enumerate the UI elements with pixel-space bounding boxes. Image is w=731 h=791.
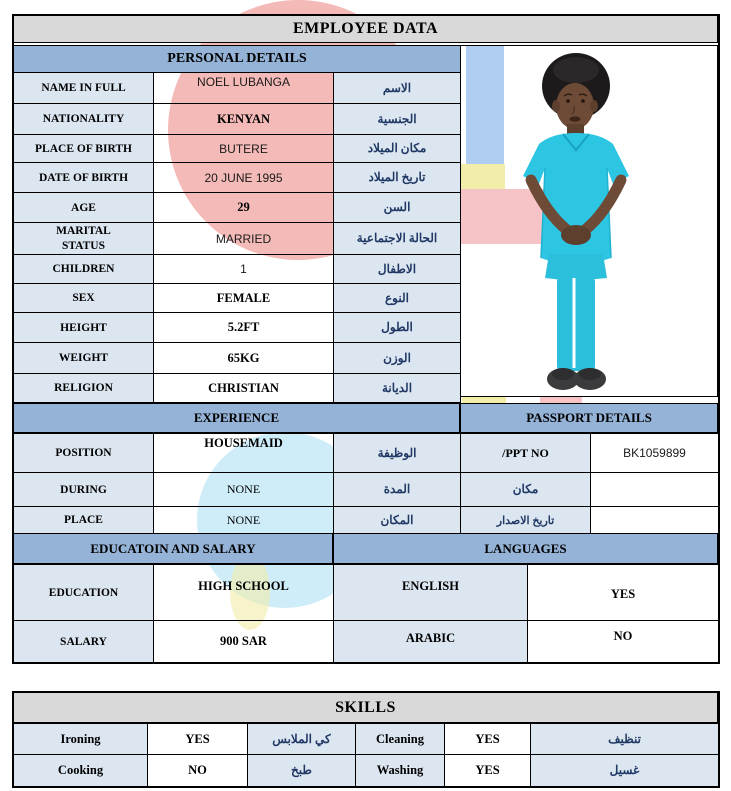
field-value-position: HOUSEMAID [154, 434, 334, 473]
field-value-place: NONE [154, 507, 334, 534]
field-label-during: DURING [14, 473, 154, 507]
field-value-salary: 900 SAR [154, 621, 334, 663]
field-label-children: CHILDREN [14, 255, 154, 284]
field-value-height: 5.2FT [154, 313, 334, 343]
field-value-religion: CHRISTIAN [154, 374, 334, 403]
field-label-arabic-lang: ARABIC [334, 621, 528, 663]
experience-header [13, 403, 460, 433]
experience-table [13, 433, 461, 534]
field-arabic-age: السن [334, 193, 461, 223]
field-arabic-marital-status: الحالة الاجتماعية [334, 223, 461, 255]
field-value-passport-place [591, 473, 719, 507]
field-label-ppt-no: /PPT NO [461, 434, 591, 473]
field-value-place-of-birth: BUTERE [154, 135, 334, 163]
languages-header [333, 533, 718, 564]
field-arabic-religion: الديانة [334, 374, 461, 403]
field-arabic-date-of-birth: تاريخ الميلاد [334, 163, 461, 193]
field-label-english: ENGLISH [334, 565, 528, 621]
field-label-name: NAME IN FULL [14, 73, 154, 104]
passport-details-header [460, 403, 718, 433]
skill-value-cooking: NO [148, 755, 248, 787]
skill-label-cooking: Cooking [14, 755, 148, 787]
skill-value-ironing: YES [148, 724, 248, 755]
field-label-issue-date: تاريخ الاصدار [461, 507, 591, 534]
field-arabic-children: الاطفال [334, 255, 461, 284]
field-arabic-name: الاسم [334, 73, 461, 104]
field-value-english: YES [528, 565, 719, 621]
field-value-name: NOEL LUBANGA [154, 73, 334, 104]
skills-header [13, 692, 718, 723]
field-arabic-height: الطول [334, 313, 461, 343]
document-title [13, 15, 718, 43]
personal-details-table [13, 45, 461, 403]
skill-label-ironing: Ironing [14, 724, 148, 755]
skill-label-cleaning: Cleaning [356, 724, 445, 755]
field-label-place: PLACE [14, 507, 154, 534]
skill-arabic-cleaning: تنظيف [531, 724, 719, 755]
field-label-passport-place: مكان [461, 473, 591, 507]
field-arabic-weight: الوزن [334, 343, 461, 374]
employee-photo [460, 45, 718, 397]
experience-header-text: EXPERIENCE [193, 410, 280, 425]
field-label-salary: SALARY [14, 621, 154, 663]
field-value-marital-status: MARRIED [154, 223, 334, 255]
field-value-ppt-no: BK1059899 [591, 434, 719, 473]
field-label-education: EDUCATION [14, 565, 154, 621]
field-label-place-of-birth: PLACE OF BIRTH [14, 135, 154, 163]
languages-header-text: LANGUAGES [484, 540, 567, 556]
field-arabic-place: المكان [334, 507, 461, 534]
skill-arabic-washing: غسيل [531, 755, 719, 787]
field-label-marital-status-text: MARITAL STATUS [56, 225, 111, 252]
field-value-during: NONE [154, 473, 334, 507]
education-table [13, 564, 334, 663]
field-value-education: HIGH SCHOOL [154, 565, 334, 621]
education-salary-header [13, 533, 333, 564]
field-arabic-position: الوظيفة [334, 434, 461, 473]
skills-header-text: SKILLS [335, 698, 396, 716]
field-label-date-of-birth: DATE OF BIRTH [14, 163, 154, 193]
skill-arabic-ironing: كي الملابس [248, 724, 356, 755]
field-arabic-sex: النوع [334, 284, 461, 313]
field-label-age: AGE [14, 193, 154, 223]
passport-table [460, 433, 719, 534]
field-arabic-place-of-birth: مكان الميلاد [334, 135, 461, 163]
skills-table [13, 723, 719, 787]
employee-portrait-illustration [461, 46, 718, 397]
skill-value-cleaning: YES [445, 724, 531, 755]
field-label-marital-status [14, 223, 154, 255]
field-value-weight: 65KG [154, 343, 334, 374]
field-label-position: POSITION [14, 434, 154, 473]
document-title-text: EMPLOYEE DATA [292, 20, 439, 37]
field-label-nationality: NATIONALITY [14, 104, 154, 135]
skill-value-washing: YES [445, 755, 531, 787]
field-label-weight: WEIGHT [14, 343, 154, 374]
field-label-religion: RELIGION [14, 374, 154, 403]
languages-table [333, 564, 719, 663]
field-label-height: HEIGHT [14, 313, 154, 343]
field-value-children: 1 [154, 255, 334, 284]
field-value-nationality: KENYAN [154, 104, 334, 135]
skill-label-washing: Washing [356, 755, 445, 787]
personal-details-header: PERSONAL DETAILS [14, 46, 461, 73]
field-value-date-of-birth: 20 JUNE 1995 [154, 163, 334, 193]
education-salary-header-text: EDUCATOIN AND SALARY [90, 540, 256, 556]
field-value-issue-date [591, 507, 719, 534]
field-value-arabic-lang: NO [528, 621, 719, 663]
field-value-age: 29 [154, 193, 334, 223]
skill-arabic-cooking: طبخ [248, 755, 356, 787]
field-label-sex: SEX [14, 284, 154, 313]
field-value-sex: FEMALE [154, 284, 334, 313]
passport-details-header-text: PASSPORT DETAILS [526, 410, 652, 425]
field-arabic-during: المدة [334, 473, 461, 507]
field-arabic-nationality: الجنسية [334, 104, 461, 135]
